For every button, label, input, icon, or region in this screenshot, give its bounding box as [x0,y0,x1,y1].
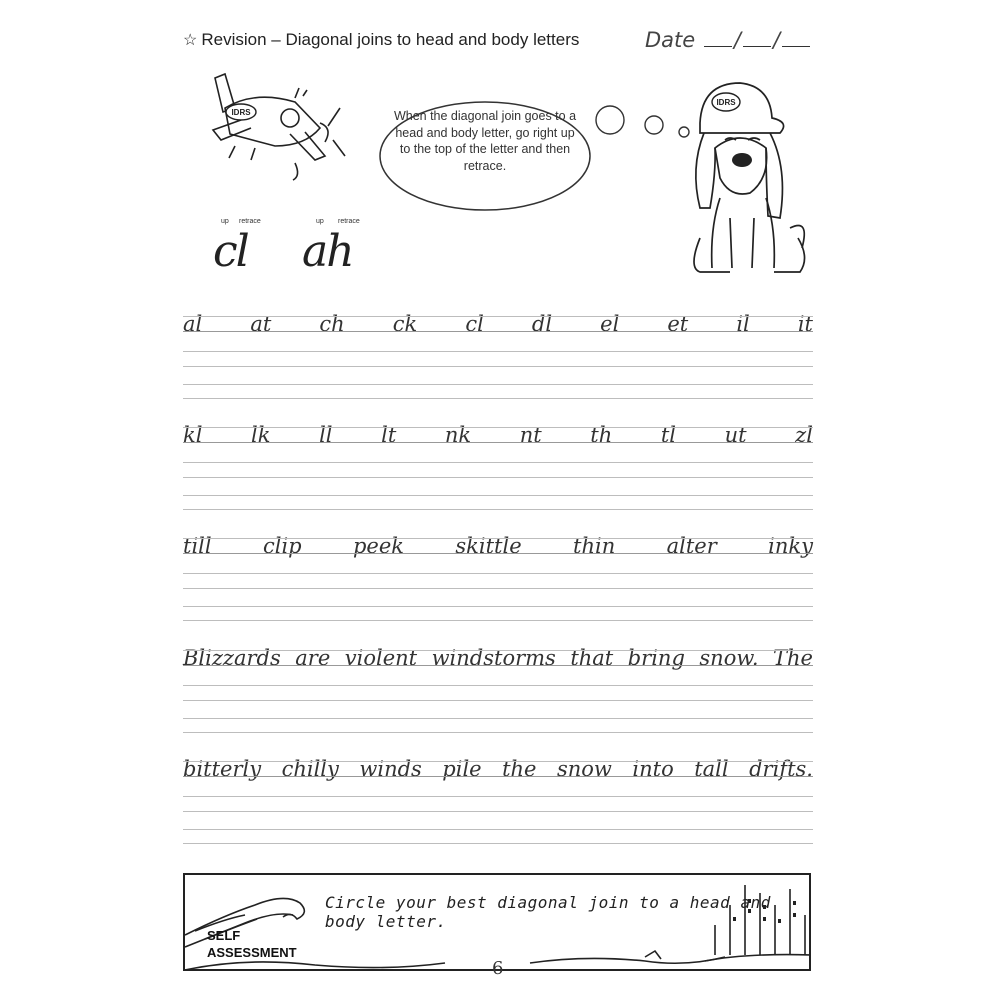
practice-word: el [600,312,620,336]
airplane-illustration [195,68,355,183]
practice-word: into [632,757,674,781]
practice-word: windstorms [431,646,556,670]
practice-word: pile [442,757,482,781]
practice-word: il [736,312,750,336]
practice-word: peek [352,534,405,558]
practice-word: snow [556,757,612,781]
practice-word: cl [465,312,484,336]
self-assessment-prompt: Circle your best diagonal join to a head and body letter. [325,893,771,931]
self-assessment-box [183,873,811,971]
practice-word: chilly [281,757,339,781]
practice-word: et [667,312,689,336]
practice-word: tall [694,757,729,781]
date-field: Date / / [645,28,812,52]
practice-word: Blizzards [183,646,281,670]
practice-word: kl [183,423,203,447]
practice-word: th [590,423,613,447]
practice-word: alter [666,534,717,558]
practice-word: The [772,646,813,670]
star-icon: ☆ [183,32,198,49]
practice-word: bitterly [183,757,262,781]
practice-word: nt [519,423,542,447]
practice-word: ck [392,312,418,336]
dog-badge: IDRS [716,98,736,107]
demo-letters-ah: ah [302,226,353,277]
practice-word: ch [319,312,345,336]
practice-word: nk [444,423,472,447]
practice-word: zl [795,423,813,447]
practice-word: violent [344,646,418,670]
title-text: Revision – Diagonal joins to head and body letters [201,30,580,49]
demo-letters-cl: cl [213,226,248,277]
practice-word: are [295,646,331,670]
practice-word: ut [724,423,747,447]
bubble-text: When the diagonal join goes to a head and body letter, go right up to the top of the letter and then retrace. [393,109,577,173]
practice-word: lt [381,423,397,447]
practice-word: bring [627,646,685,670]
practice-word: drifts. [749,757,813,781]
practice-word: skittle [455,534,522,558]
worksheet-title [183,30,579,50]
practice-word: dl [531,312,553,336]
practice-word: clip [262,534,302,558]
practice-word: that [570,646,614,670]
practice-word: thin [573,534,616,558]
practice-word: it [797,312,813,336]
dog-illustration [670,78,820,278]
speech-bubble [378,100,592,212]
practice-word: at [250,312,272,336]
page-number: 6 [492,958,504,979]
self-assessment-label: SELF ASSESSMENT [207,928,297,960]
practice-word: inky [768,534,813,558]
practice-word: snow. [699,646,759,670]
plane-badge: IDRS [231,108,251,117]
practice-word: al [183,312,203,336]
practice-word: the [502,757,537,781]
practice-word: till [183,534,212,558]
practice-word: tl [660,423,676,447]
practice-word: winds [359,757,422,781]
practice-word: lk [251,423,271,447]
practice-word: ll [319,423,333,447]
